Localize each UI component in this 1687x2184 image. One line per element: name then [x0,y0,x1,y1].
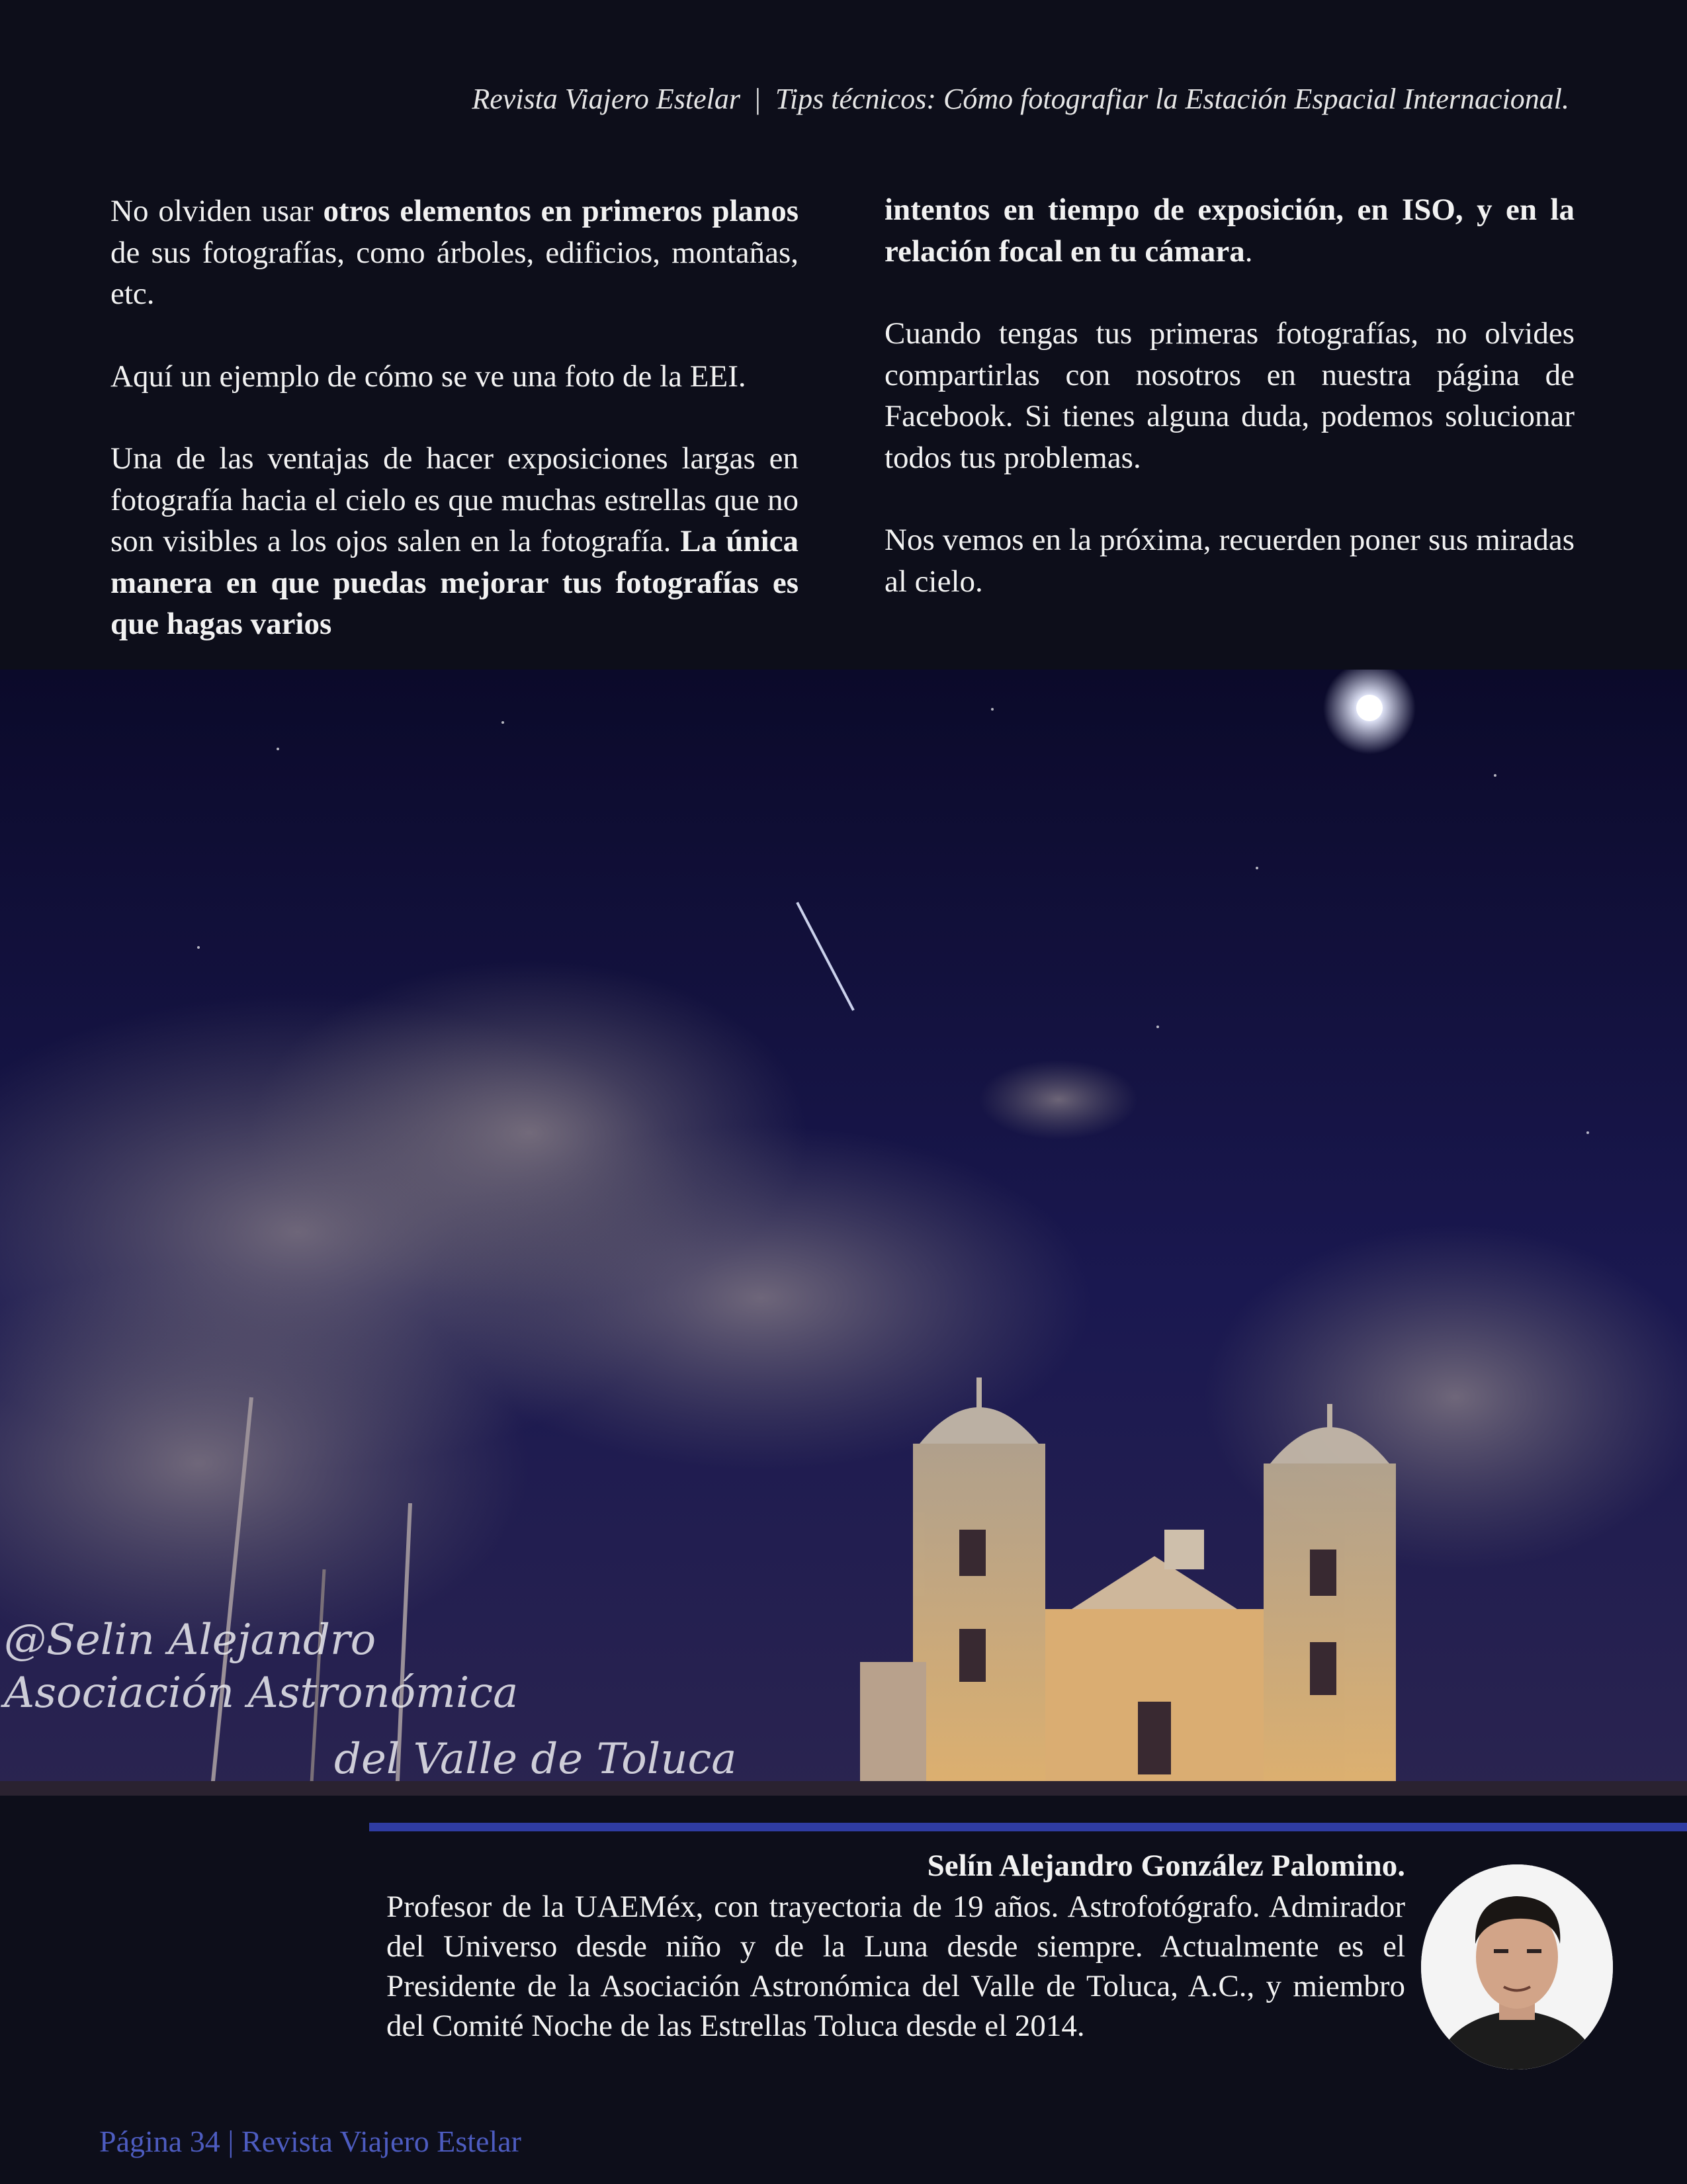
text-run: . [1244,234,1253,269]
left-paragraph-3 [110,438,799,645]
header-publication: Revista Viajero Estelar [472,83,741,115]
text-run: de sus fotografías, como árboles, edificios, montañas, etc. [110,235,799,311]
bold-run: La única manera en que puedas mejorar tus fotografías es que hagas varios [110,524,799,641]
author-bio-text: Profesor de la UAEMéx, con trayectoria de 19 años. Astrofotógrafo. Admirador del Universo desde niño y de la Luna desde siempre. Actualmente es el Presidente de la Asociación Astronómica del Valle de Toluca, A.C., y miembro del Comité Noche de las Estrellas Toluca desde el 2014. [386,1890,1405,2043]
right-paragraph-2: Cuando tengas tus primeras fotografías, no olvides compartirlas con nosotros en nuestra página de Facebook. Si tienes alguna duda, podemos solucionar todos tus problemas. [885,316,1575,475]
right-paragraph-1 [885,189,1575,272]
right-column [885,189,1575,643]
author-bio [386,1846,1405,2046]
author-avatar [1421,1864,1613,2070]
left-column [110,191,799,686]
text-run: No olviden usar [110,194,324,228]
night-sky-photo [0,670,1687,1796]
right-paragraph-3: Nos vemos en la próxima, recuerden poner sus miradas al cielo. [885,523,1575,599]
avatar-illustration [1421,1864,1613,2070]
header-separator: | [755,83,761,115]
bold-run: otros elementos en primeros planos [323,194,799,228]
watermark-line-2: Asociación Astronómica [4,1669,519,1718]
author-name: Selín Alejandro González Palomino. [927,1849,1405,1883]
left-paragraph-1 [110,191,799,315]
watermark-line-3: del Valle de Toluca [334,1735,737,1784]
page-footer: Página 34 | Revista Viajero Estelar [99,2124,521,2158]
accent-rule [369,1823,1687,1831]
bold-run: intentos en tiempo de exposición, en ISO, y en la relación focal en tu cámara [885,193,1575,269]
header-article-title: Tips técnicos: Cómo fotografiar la Estación Espacial Internacional. [775,83,1569,115]
watermark-line-1: @Selin Alejandro [4,1616,376,1665]
text-run: Una de las ventajas de hacer exposiciones largas en fotografía hacia el cielo es que muchas estrellas que no son visibles a los ojos salen en la fotografía. [110,441,799,558]
left-paragraph-2: Aquí un ejemplo de cómo se ve una foto de la EEI. [110,359,746,394]
running-header [472,82,1569,116]
